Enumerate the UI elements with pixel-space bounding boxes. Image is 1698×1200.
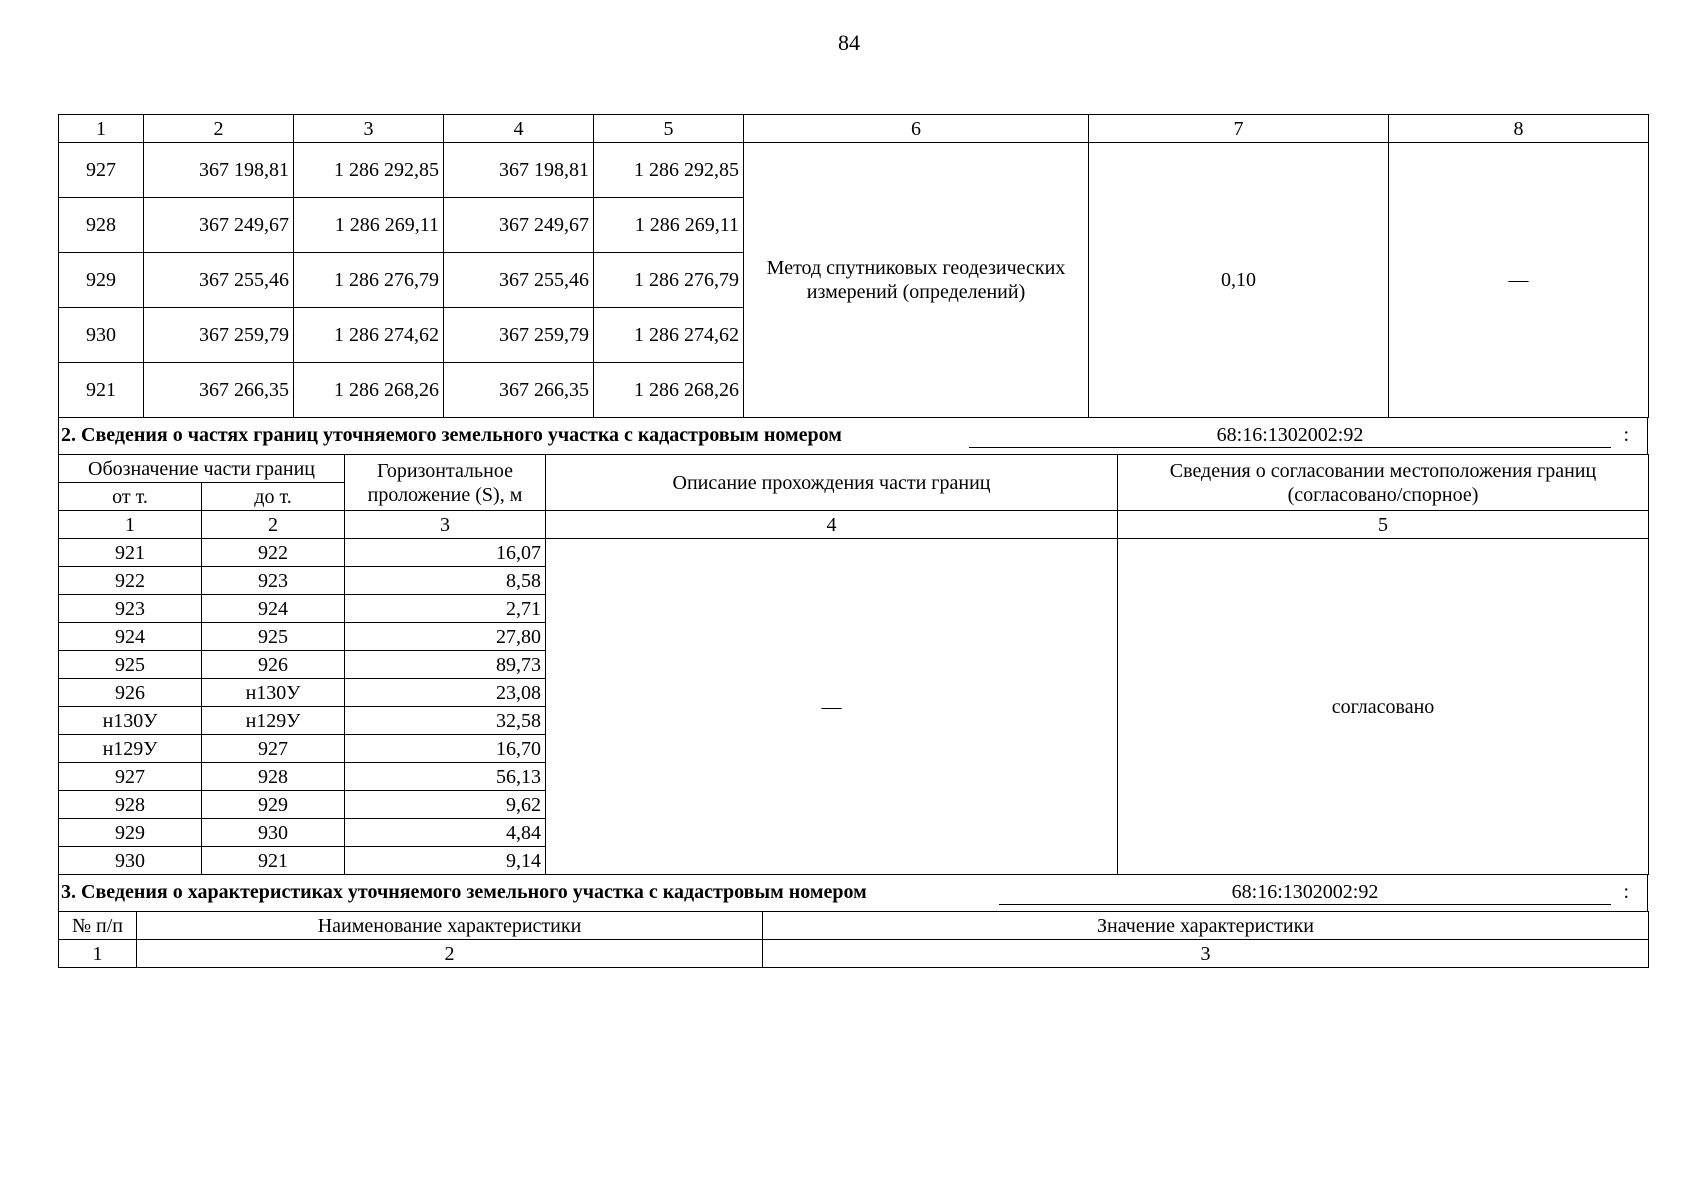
col-number: 3 bbox=[294, 115, 444, 143]
horizontal-header: Горизонтальное проложение (S), м bbox=[345, 455, 546, 511]
section3-heading bbox=[58, 875, 1648, 911]
agreement-value: согласовано bbox=[1118, 539, 1649, 875]
coordinates-header-row bbox=[59, 115, 1649, 143]
coord-y: 1 286 276,79 bbox=[594, 253, 744, 308]
description-header: Описание прохождения части границ bbox=[546, 455, 1118, 511]
to-point: 930 bbox=[202, 819, 345, 847]
coord-y: 1 286 274,62 bbox=[294, 308, 444, 363]
to-point: 923 bbox=[202, 567, 345, 595]
col-number: 1 bbox=[59, 511, 202, 539]
boundary-parts-table bbox=[58, 454, 1649, 875]
col-number: 5 bbox=[1118, 511, 1649, 539]
section2-title: 2. Сведения о частях границ уточняемого земельного участка с кадастровым номером bbox=[61, 424, 842, 446]
coord-x: 367 255,46 bbox=[444, 253, 594, 308]
distance: 16,07 bbox=[345, 539, 546, 567]
document bbox=[58, 114, 1648, 968]
point-id: 929 bbox=[59, 253, 144, 308]
coordinates-table bbox=[58, 114, 1649, 418]
from-point: 928 bbox=[59, 791, 202, 819]
col-number-row bbox=[59, 940, 1649, 968]
to-point: н130У bbox=[202, 679, 345, 707]
table-row bbox=[59, 143, 1649, 198]
coord-x: 367 259,79 bbox=[444, 308, 594, 363]
distance: 32,58 bbox=[345, 707, 546, 735]
distance: 4,84 bbox=[345, 819, 546, 847]
distance: 16,70 bbox=[345, 735, 546, 763]
coord-x: 367 259,79 bbox=[144, 308, 294, 363]
agreement-header: Сведения о согласовании местоположения границ (согласовано/спорное) bbox=[1118, 455, 1649, 511]
header-row bbox=[59, 455, 1649, 483]
to-point: 928 bbox=[202, 763, 345, 791]
col-number: 5 bbox=[594, 115, 744, 143]
to-header: до т. bbox=[202, 483, 345, 511]
coord-y: 1 286 268,26 bbox=[294, 363, 444, 418]
coord-x: 367 198,81 bbox=[144, 143, 294, 198]
section3-title: 3. Сведения о характеристиках уточняемого земельного участка с кадастровым номером bbox=[61, 881, 867, 903]
from-point: 921 bbox=[59, 539, 202, 567]
to-point: 925 bbox=[202, 623, 345, 651]
col-number: 3 bbox=[763, 940, 1649, 968]
coord-y: 1 286 268,26 bbox=[594, 363, 744, 418]
to-point: 921 bbox=[202, 847, 345, 875]
characteristics-table bbox=[58, 911, 1649, 968]
distance: 89,73 bbox=[345, 651, 546, 679]
from-point: 922 bbox=[59, 567, 202, 595]
coord-y: 1 286 269,11 bbox=[594, 198, 744, 253]
col-number-row bbox=[59, 511, 1649, 539]
to-point: 922 bbox=[202, 539, 345, 567]
distance: 27,80 bbox=[345, 623, 546, 651]
number-header: № п/п bbox=[59, 912, 137, 940]
table-row bbox=[59, 539, 1649, 567]
value-header: Значение характеристики bbox=[763, 912, 1649, 940]
from-point: 924 bbox=[59, 623, 202, 651]
coord-y: 1 286 292,85 bbox=[594, 143, 744, 198]
distance: 23,08 bbox=[345, 679, 546, 707]
from-point: 926 bbox=[59, 679, 202, 707]
to-point: 927 bbox=[202, 735, 345, 763]
from-point: н129У bbox=[59, 735, 202, 763]
from-point: 930 bbox=[59, 847, 202, 875]
col-number: 2 bbox=[137, 940, 763, 968]
col-number: 3 bbox=[345, 511, 546, 539]
point-id: 921 bbox=[59, 363, 144, 418]
from-point: н130У bbox=[59, 707, 202, 735]
section2-cadastral-number: 68:16:1302002:92 bbox=[969, 424, 1611, 448]
designation-header: Обозначение части границ bbox=[59, 455, 345, 483]
to-point: 924 bbox=[202, 595, 345, 623]
col8-cell: — bbox=[1389, 143, 1649, 418]
col-number: 4 bbox=[444, 115, 594, 143]
from-point: 927 bbox=[59, 763, 202, 791]
section3-cadastral-number: 68:16:1302002:92 bbox=[999, 881, 1611, 905]
distance: 56,13 bbox=[345, 763, 546, 791]
point-id: 930 bbox=[59, 308, 144, 363]
distance: 9,62 bbox=[345, 791, 546, 819]
accuracy-cell: 0,10 bbox=[1089, 143, 1389, 418]
distance: 2,71 bbox=[345, 595, 546, 623]
col-number: 4 bbox=[546, 511, 1118, 539]
name-header: Наименование характеристики bbox=[137, 912, 763, 940]
coord-x: 367 249,67 bbox=[444, 198, 594, 253]
to-point: 926 bbox=[202, 651, 345, 679]
coord-x: 367 198,81 bbox=[444, 143, 594, 198]
page-number: 84 bbox=[838, 30, 860, 55]
coord-x: 367 249,67 bbox=[144, 198, 294, 253]
from-point: 923 bbox=[59, 595, 202, 623]
coord-x: 367 266,35 bbox=[444, 363, 594, 418]
header-row bbox=[59, 912, 1649, 940]
coord-y: 1 286 269,11 bbox=[294, 198, 444, 253]
to-point: 929 bbox=[202, 791, 345, 819]
coord-y: 1 286 276,79 bbox=[294, 253, 444, 308]
coord-y: 1 286 292,85 bbox=[294, 143, 444, 198]
from-point: 929 bbox=[59, 819, 202, 847]
description-value: — bbox=[546, 539, 1118, 875]
point-id: 928 bbox=[59, 198, 144, 253]
col-number: 2 bbox=[202, 511, 345, 539]
col-number: 1 bbox=[59, 940, 137, 968]
col-number: 2 bbox=[144, 115, 294, 143]
coord-x: 367 255,46 bbox=[144, 253, 294, 308]
to-point: н129У bbox=[202, 707, 345, 735]
col-number: 1 bbox=[59, 115, 144, 143]
from-header: от т. bbox=[59, 483, 202, 511]
section2-colon: : bbox=[1623, 424, 1629, 446]
method-cell: Метод спутниковых геодезических измерений (определений) bbox=[744, 143, 1089, 418]
coord-y: 1 286 274,62 bbox=[594, 308, 744, 363]
coord-x: 367 266,35 bbox=[144, 363, 294, 418]
col-number: 8 bbox=[1389, 115, 1649, 143]
distance: 9,14 bbox=[345, 847, 546, 875]
section3-colon: : bbox=[1623, 881, 1629, 903]
col-number: 6 bbox=[744, 115, 1089, 143]
point-id: 927 bbox=[59, 143, 144, 198]
col-number: 7 bbox=[1089, 115, 1389, 143]
from-point: 925 bbox=[59, 651, 202, 679]
section2-heading bbox=[58, 418, 1648, 454]
distance: 8,58 bbox=[345, 567, 546, 595]
